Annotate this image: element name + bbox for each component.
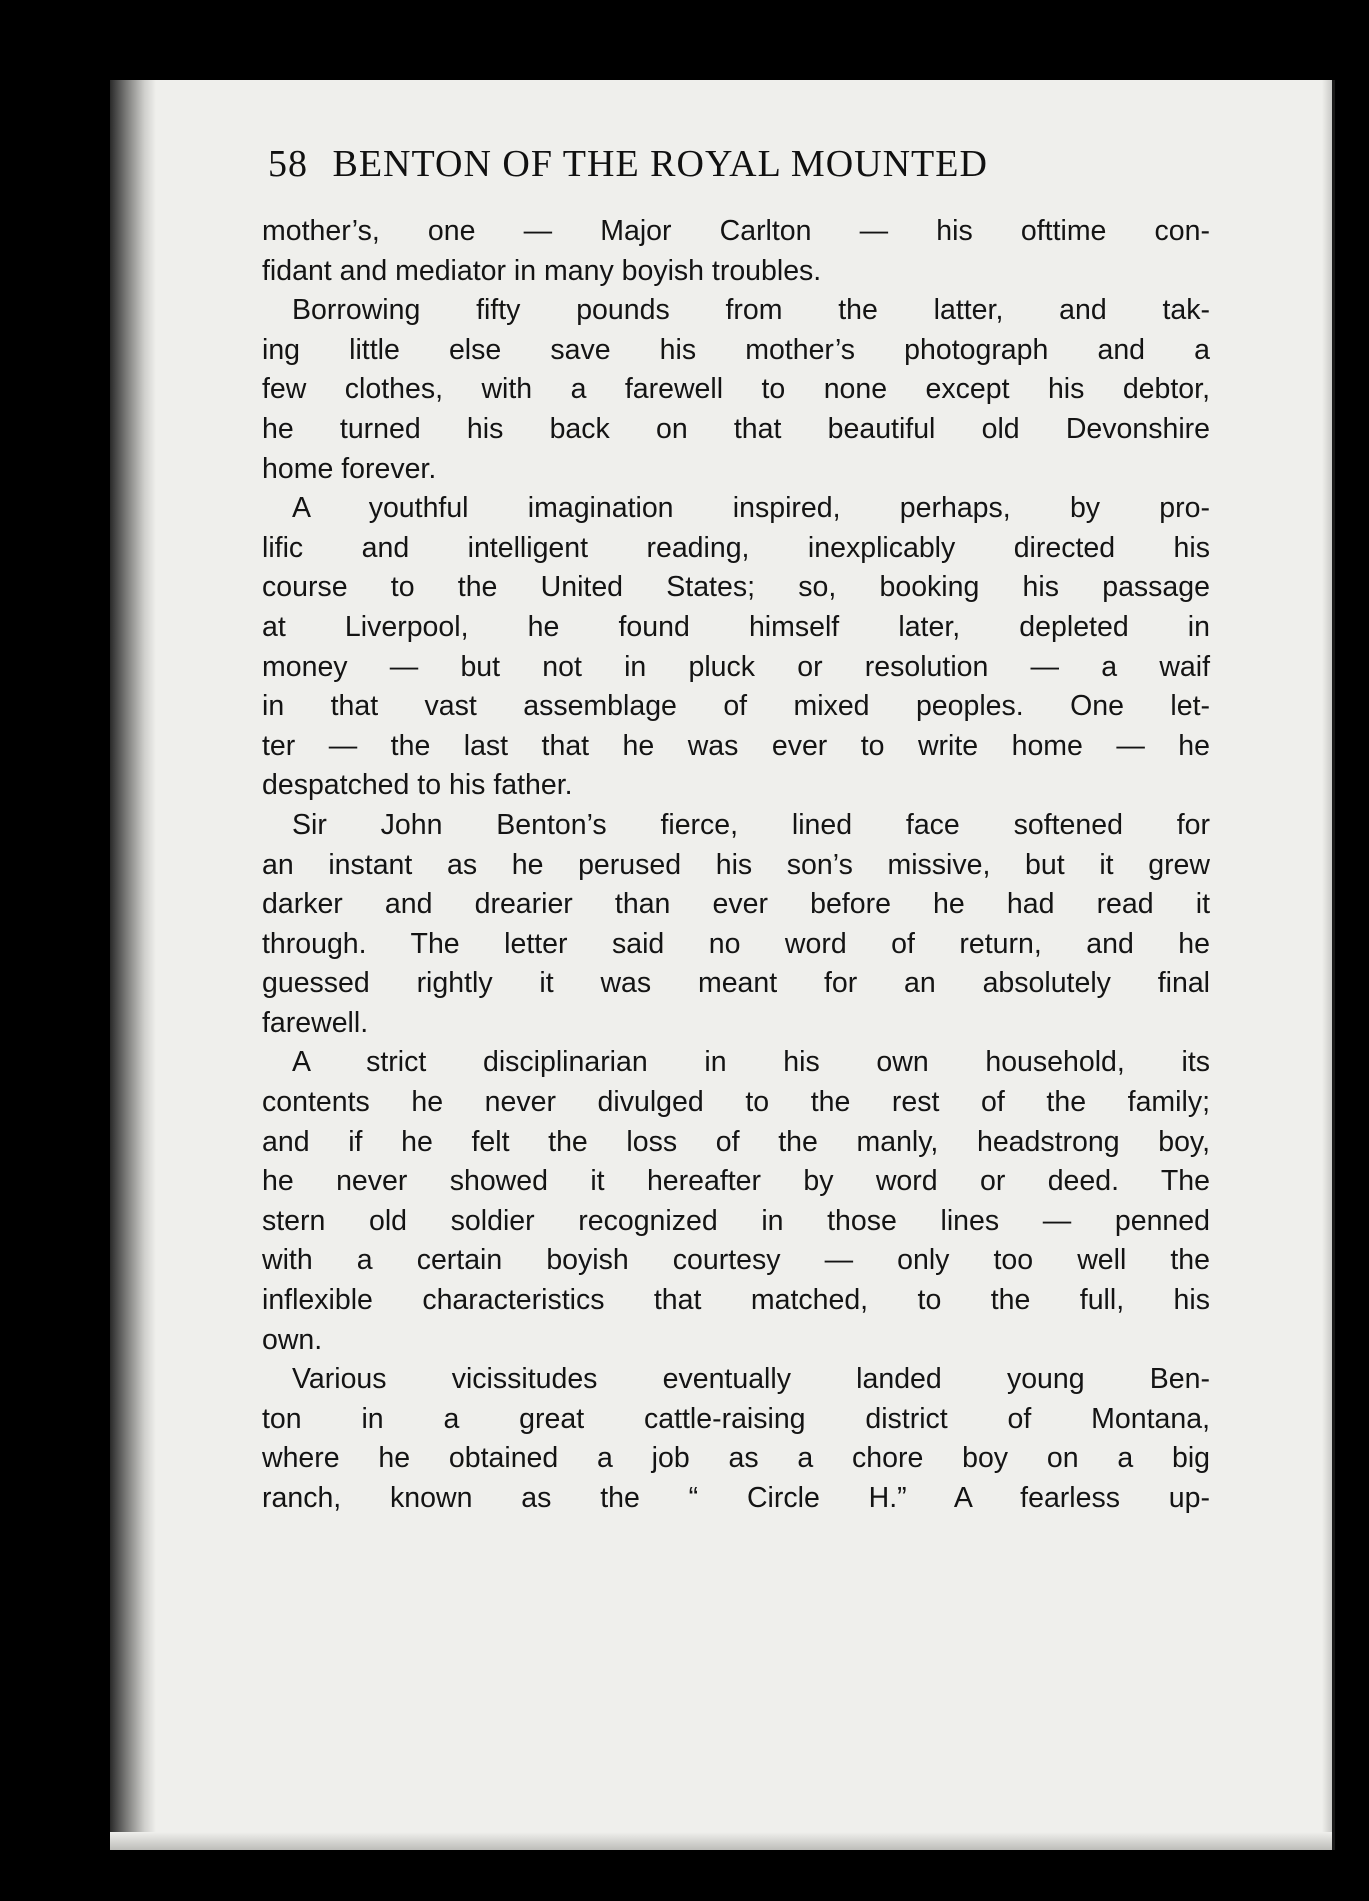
text-line: A strict disciplinarian in his own household, its — [292, 1046, 1210, 1079]
text-line: course to the United States; so, booking his passage — [262, 571, 1210, 604]
text-line: mother’s, one — Major Carlton — his ofttime con- — [262, 215, 1210, 247]
text-line: contents he never divulged to the rest of the family; — [262, 1086, 1210, 1119]
text-line: despatched to his father. — [262, 769, 573, 802]
text-line: money — but not in pluck or resolution — a waif — [262, 650, 1210, 683]
text-line: and if he felt the loss of the manly, headstrong boy, — [262, 1125, 1210, 1158]
text-line: he turned his back on that beautiful old Devonshire — [262, 412, 1210, 445]
text-line: darker and drearier than ever before he had read it — [262, 888, 1210, 921]
text-line: he never showed it hereafter by word or deed. The — [262, 1165, 1210, 1198]
text-line: through. The letter said no word of return, and he — [262, 927, 1210, 960]
body-text — [262, 212, 1210, 1519]
text-line: ter — the last that he was ever to write home — he — [262, 729, 1210, 762]
text-line: with a certain boyish courtesy — only too well the — [262, 1244, 1210, 1277]
page-bottom-edge — [110, 1832, 1332, 1850]
text-line: farewell. — [262, 1006, 369, 1039]
text-line: Sir John Benton’s fierce, lined face softened for — [292, 808, 1210, 841]
text-line: fidant and mediator in many boyish troubles. — [262, 254, 822, 287]
running-head — [268, 142, 1208, 186]
text-line: home forever. — [262, 452, 437, 485]
text-line: guessed rightly it was meant for an absolutely final — [262, 967, 1210, 1000]
running-title: BENTON OF THE ROYAL MOUNTED — [332, 143, 988, 185]
text-line: own. — [262, 1323, 323, 1356]
text-line: Various vicissitudes eventually landed young Ben- — [292, 1363, 1210, 1396]
text-line: at Liverpool, he found himself later, depleted in — [262, 610, 1210, 643]
binding-gutter-shadow — [110, 80, 156, 1850]
page-number: 58 — [268, 143, 308, 185]
text-line: inflexible characteristics that matched, to the full, his — [262, 1284, 1210, 1317]
facing-page-edge — [1332, 80, 1335, 1850]
text-line: lific and intelligent reading, inexplicably directed his — [262, 531, 1210, 564]
text-line: few clothes, with a farewell to none except his debtor, — [262, 373, 1210, 406]
text-line: Borrowing fifty pounds from the latter, and tak- — [292, 294, 1210, 327]
text-line: in that vast assemblage of mixed peoples. One let- — [262, 690, 1210, 723]
text-line: an instant as he perused his son’s missive, but it grew — [262, 848, 1210, 881]
page-right-edge — [1322, 80, 1332, 1850]
text-line: ing little else save his mother’s photograph and a — [262, 333, 1210, 366]
text-line: where he obtained a job as a chore boy on a big — [262, 1442, 1210, 1475]
text-line: A youthful imagination inspired, perhaps, by pro- — [292, 492, 1210, 525]
text-line: ton in a great cattle-raising district of Montana, — [262, 1402, 1210, 1435]
text-line: ranch, known as the “ Circle H.” A fearless up- — [262, 1482, 1210, 1514]
text-line: stern old soldier recognized in those lines — penned — [262, 1204, 1210, 1237]
